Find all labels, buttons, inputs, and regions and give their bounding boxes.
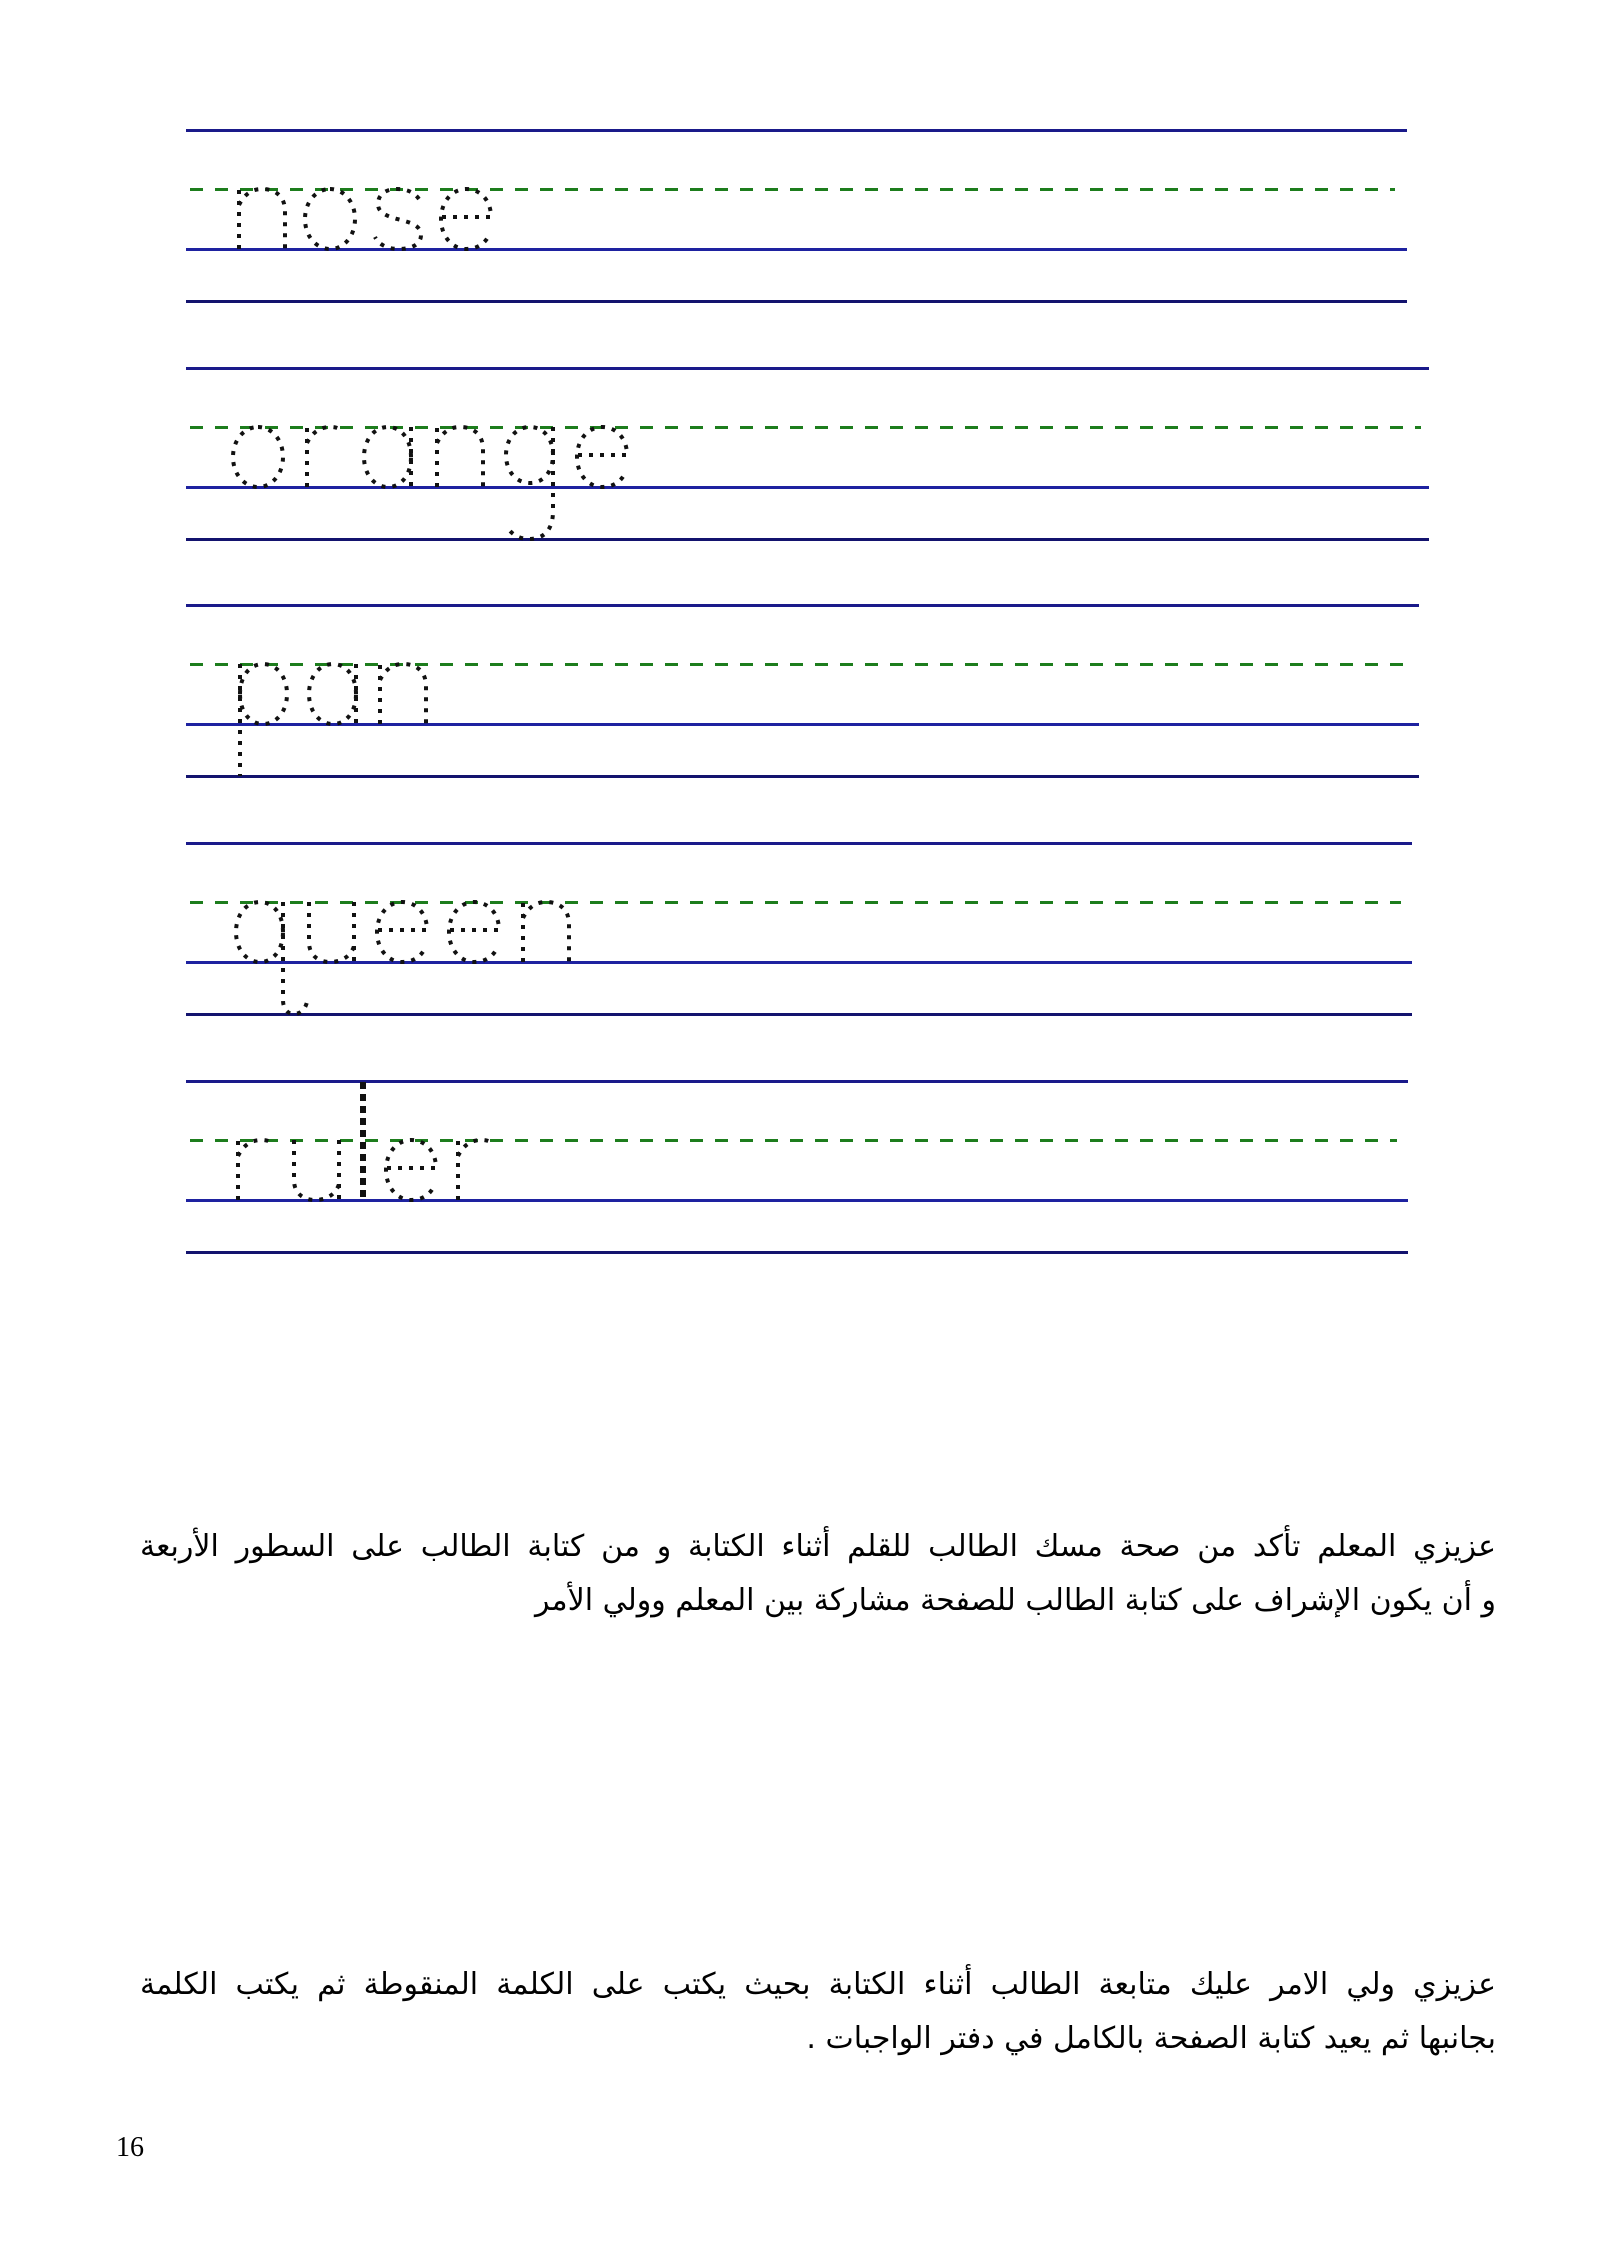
teacher-instructions <box>140 1520 1496 1628</box>
dotted-letter-u <box>294 1140 339 1200</box>
dotted-letter-o <box>305 189 355 249</box>
dotted-letter-e <box>449 902 499 962</box>
handwriting-row <box>0 842 1600 1022</box>
parent-instructions <box>140 1958 1496 2066</box>
dotted-word <box>0 842 1600 1022</box>
dotted-word <box>0 604 1600 784</box>
dotted-word <box>0 1080 1600 1260</box>
page-number: 16 <box>116 2132 144 2163</box>
dotted-letter-n <box>437 427 483 487</box>
dotted-letter-p <box>240 664 287 776</box>
parent-note-line-1: عزيزي ولي الامر عليك متابعة الطالب أثناء الكتابة بحيث يكتب على الكلمة المنقوطة ثم يكتب الكلمة <box>140 1967 1496 2002</box>
dotted-letter-n <box>239 189 285 249</box>
dotted-letter-q <box>236 902 307 1014</box>
dotted-letter-r <box>307 427 341 487</box>
dotted-letter-s <box>375 189 421 249</box>
dotted-letter-e <box>577 427 627 487</box>
dotted-letter-n <box>380 664 426 724</box>
dotted-letter-g <box>506 427 553 539</box>
dotted-letter-a <box>309 664 356 724</box>
handwriting-row <box>0 1080 1600 1260</box>
dotted-word <box>0 129 1600 309</box>
dotted-letter-n <box>523 902 569 962</box>
dotted-letter-o <box>233 427 283 487</box>
dotted-letter-r <box>458 1140 492 1200</box>
teacher-note-line-2: و أن يكون الإشراف على كتابة الطالب للصفحة مشاركة بين المعلم وولي الأمر <box>534 1583 1496 1618</box>
handwriting-row <box>0 367 1600 547</box>
dotted-letter-u <box>309 902 354 962</box>
dotted-letter-e <box>441 189 491 249</box>
handwriting-row <box>0 604 1600 784</box>
dotted-letter-r <box>238 1140 272 1200</box>
dotted-word <box>0 367 1600 547</box>
teacher-note-line-1: عزيزي المعلم تأكد من صحة مسك الطالب للقلم أثناء الكتابة و من كتابة الطالب على السطور الأربعة <box>140 1529 1496 1564</box>
dotted-letter-e <box>377 902 427 962</box>
dotted-letter-a <box>364 427 411 487</box>
handwriting-row <box>0 129 1600 309</box>
parent-note-line-2: بجانبها ثم يعيد كتابة الصفحة بالكامل في دفتر الواجبات . <box>806 2021 1496 2056</box>
dotted-letter-e <box>386 1140 436 1200</box>
